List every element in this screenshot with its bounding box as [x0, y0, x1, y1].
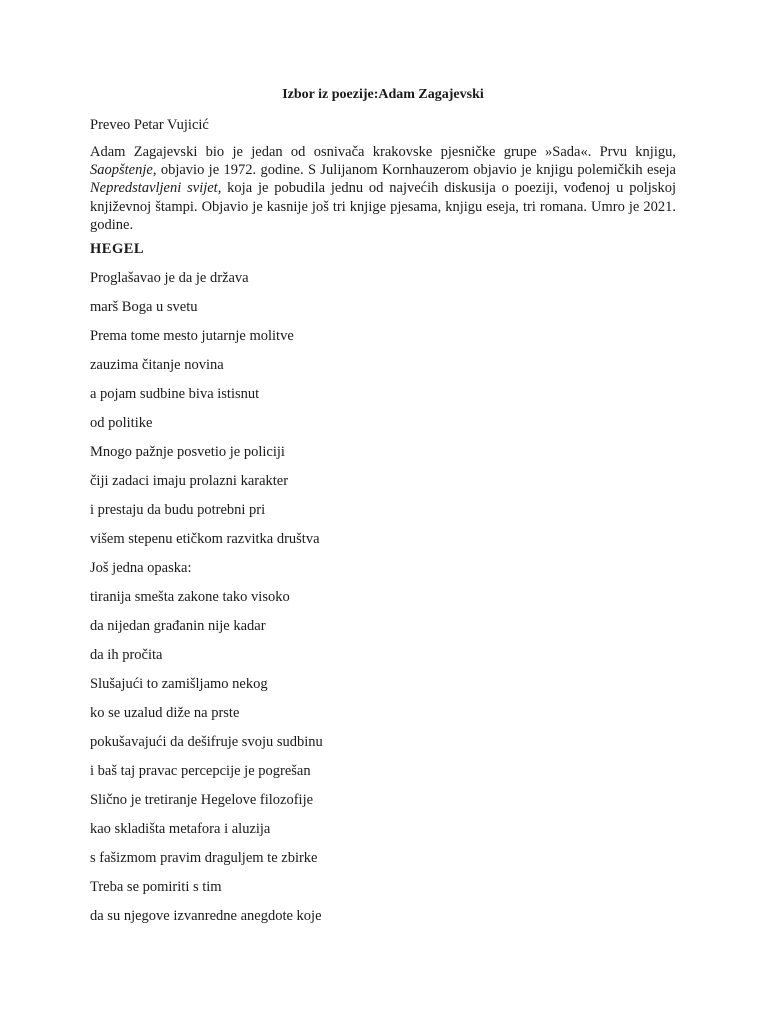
poem-line: čiji zadaci imaju prolazni karakter	[90, 473, 289, 489]
document-title: Izbor iz poezije:Adam Zagajevski	[282, 87, 484, 102]
poem-line: Mnogo pažnje posvetio je policiji	[90, 444, 285, 460]
poem-line: Prema tome mesto jutarnje molitve	[90, 328, 294, 344]
poem-line: da ih pročita	[90, 647, 163, 663]
poem-line: pokušavajući da dešifruje svoju sudbinu	[90, 734, 323, 750]
poem-line: Slično je tretiranje Hegelove filozofije	[90, 792, 314, 808]
poem-line: Slušajući to zamišljamo nekog	[90, 676, 268, 692]
document-page	[90, 0, 676, 1024]
poem-line: zauzima čitanje novina	[90, 357, 224, 373]
poem-line: od politike	[90, 415, 153, 431]
poem-line: tiranija smešta zakone tako visoko	[90, 589, 290, 605]
poem-line: i prestaju da budu potrebni pri	[90, 502, 266, 518]
poem-line: Treba se pomiriti s tim	[90, 879, 222, 895]
poem-line: višem stepenu etičkom razvitka društva	[90, 531, 320, 547]
book-title-saopstenje: Saopštenje	[90, 162, 153, 179]
book-title-nepredstavljeni-svijet: Nepredstavljeni svijet	[90, 180, 218, 197]
poem-line: da nijedan građanin nije kadar	[90, 618, 266, 634]
intro-text-3: , koja je pobudila jednu od najvećih diskusija o poeziji, vođenoj u poljskoj književnoj štampi. Objavio je kasnije još tri knjige pjesama, knjigu eseja, tri romana. Umro je 2021. godine.	[90, 180, 676, 233]
poem-line: Proglašavao je da je država	[90, 270, 249, 286]
poem-line: kao skladišta metafora i aluzija	[90, 821, 271, 837]
poem-line: s fašizmom pravim draguljem te zbirke	[90, 850, 318, 866]
poem-line: ko se uzalud diže na prste	[90, 705, 240, 721]
poem-line: Još jedna opaska:	[90, 560, 192, 576]
translator-credit: Preveo Petar Vujicić	[90, 117, 209, 133]
poem-line: a pojam sudbine biva istisnut	[90, 386, 260, 402]
intro-text-2: , objavio je 1972. godine. S Julijanom Kornhauzerom objavio je knjigu polemičkih eseja	[152, 162, 676, 179]
poem-title: HEGEL	[90, 241, 145, 257]
intro-text-1: Adam Zagajevski bio je jedan od osnivača krakovske pjesničke grupe »Sada«. Prvu knjigu,	[90, 144, 676, 160]
poem-line: i baš taj pravac percepcije je pogrešan	[90, 763, 311, 779]
poem-line: marš Boga u svetu	[90, 299, 198, 315]
intro-paragraph	[90, 143, 676, 234]
poem-body	[90, 269, 323, 936]
poem-line: da su njegove izvanredne anegdote koje	[90, 908, 322, 924]
